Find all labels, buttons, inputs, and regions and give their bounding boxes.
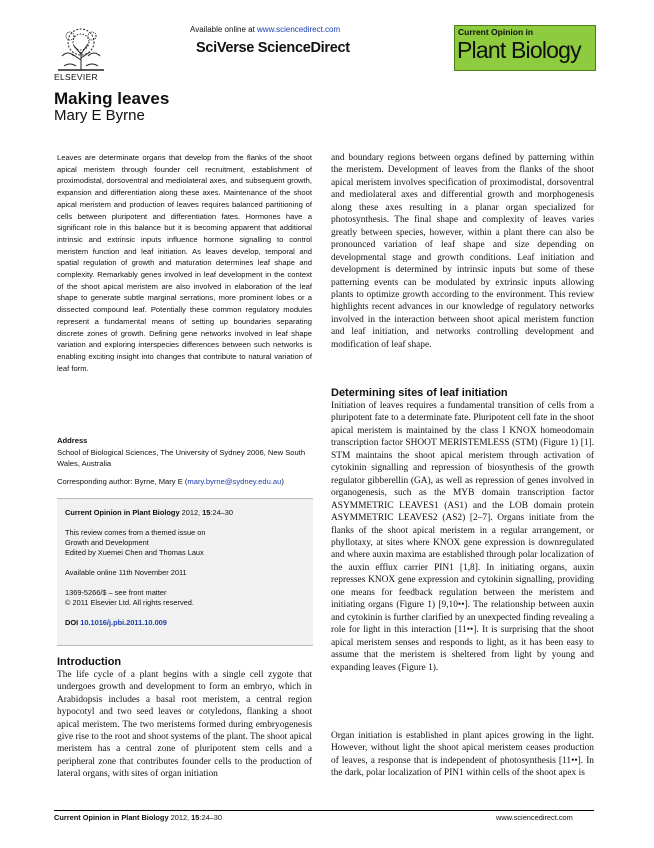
themed-issue-line: This review comes from a themed issue on	[65, 528, 206, 537]
abstract: Leaves are determinate organs that develop from the flanks of the shoot apical meristem through founder cell recruitment, establishment of proximodistal, dorsoventral and mediolateral axes, and subsequent growth, expansion and differentiation along these axes. Maintenance of the shoot apical meristem and production of leaves requires balanced partitioning of cells between pluripotent and differentiation fates. Hormones have a significant role in this balance but it is becoming apparent that additional intrinsic and extrinsic inputs influence hormone signalling to control meristem function and leaf initiation. As leaves develop, temporal and spatial regulation of growth and maturation determines leaf shape and complexity. Remarkably genes involved in leaf development in the context of the shoot apical meristem are also involved in elaboration of the leaf shape to generate subtle marginal serrations, more prominent lobes or a dissected compound leaf. Potentially these common regulatory modules represent a fundamental means of setting up boundaries separating discrete zones of growth. Defining gene networks involved in leaf shape variation and exploring interspecies differences between such networks is enabling exciting insight into changes that contribute to natural variation of leaf form.	[57, 153, 312, 373]
elsevier-tree-logo	[56, 26, 106, 72]
doi-label: DOI	[65, 618, 81, 627]
citation-year: 2012,	[179, 508, 203, 517]
footer-volume: 15	[191, 813, 200, 822]
footer-year: 2012,	[168, 813, 192, 822]
sciencedirect-link[interactable]: www.sciencedirect.com	[257, 25, 341, 34]
intro-heading: Introduction	[57, 656, 122, 668]
available-online-line	[190, 25, 340, 34]
available-prefix: Available online at	[190, 25, 258, 34]
corr-suffix: )	[281, 477, 284, 486]
footer-citation	[54, 813, 222, 822]
journal-name-large: Plant Biology	[457, 37, 581, 63]
corr-email-link[interactable]: mary.byrne@sydney.edu.au	[187, 477, 282, 486]
article-info-box	[57, 498, 313, 646]
footer-journal: Current Opinion in Plant Biology	[54, 813, 169, 822]
sciverse-logo: SciVerse ScienceDirect	[196, 40, 350, 56]
doi-link[interactable]: 10.1016/j.pbi.2011.10.009	[80, 618, 167, 627]
journal-name-small: Current Opinion in	[458, 27, 534, 37]
section-heading-leaf-initiation: Determining sites of leaf initiation	[331, 387, 508, 399]
corresponding-author	[57, 477, 312, 486]
article-author: Mary E Byrne	[54, 107, 145, 124]
section-paragraph-leaf-initiation: Initiation of leaves requires a fundamental transition of cells from a pluripotent fate to a determinate fate. Pluripotent cell fate in the shoot apical meristem is maintained by the class I KNOX homeodomain transcription factor SHOOT MERISTEMLESS (STM) (Figure 1) [1]. STM maintains the shoot apical meristem through activation of cytokinin signalling and repression of biosynthesis of the growth regulator gibberellin (GA), as well as repression of genes involved in organogenesis, such as the MYB domain transcription factor ASYMMETRIC LEAVES1 (AS1) and the LOB domain protein ASYMMETRIC LEAVES2 (AS2) [2–7]. Organs initiate from the flanks of the shoot apical meristem in a regular arrangement, or phyllotaxy, at sites where KNOX gene expression is downregulated and where auxin maxima are established through polar localization of the auxin efflux carrier PIN1 [1,8]. In initiating organs, auxin represses KNOX gene expression and cytokinin signalling, providing one means for feedback regulation between the meristem and initiating organs (Figure 1) [9,10••]. The relationship between auxin and cytokinin is further clarified by an unexpected finding revealing a role for light in this interaction [11••]. It is surprising that the shoot apical meristem senses and responds to light, as it has been easy to assume that the meristem is sheltered from light by young and expanding leaves (Figure 1).	[331, 401, 594, 673]
section-paragraph-organ-initiation: Organ initiation is established in plant apices growing in the light. However, without light the shoot apical meristem ceases production of leaves, a response that is independent of photosynthesis [11••]. In the dark, polar localization of PIN1 within cells of the shoot apex is	[331, 731, 594, 779]
available-date: Available online 11th November 2011	[65, 568, 187, 577]
doi-line	[65, 618, 167, 627]
themed-issue-editors: Edited by Xuemei Chen and Thomas Laux	[65, 548, 204, 557]
article-title: Making leaves	[54, 89, 170, 108]
footer-site: www.sciencedirect.com	[496, 813, 573, 822]
intro-paragraph: The life cycle of a plant begins with a single cell zygote that undergoes growth and development to form an embryo, which in Arabidopsis includes a basal root meristem, a central region hypocotyl and two seed leaves or cotyledons, flanking a shoot apical meristem. The two meristems formed during embryogenesis give rise to the root and shoot systems of the plant. The shoot apical meristem has a central zone of pluripotent stem cells and a peripheral zone that contributes founder cells to the production of lateral organs, with sites of organ initiation	[57, 670, 312, 780]
themed-issue-topic: Growth and Development	[65, 538, 149, 547]
copyright-line: © 2011 Elsevier Ltd. All rights reserved.	[65, 598, 194, 607]
citation-journal: Current Opinion in Plant Biology	[65, 508, 180, 517]
citation-line	[65, 508, 233, 517]
citation-pages: :24–30	[210, 508, 234, 517]
address-text: School of Biological Sciences, The University of Sydney 2006, New South Wales, Australia	[57, 448, 306, 468]
citation-volume: 15	[202, 508, 211, 517]
issn-line: 1369-5266/$ – see front matter	[65, 588, 167, 597]
elsevier-wordmark: ELSEVIER	[54, 72, 98, 82]
footer-pages: :24–30	[199, 813, 223, 822]
address-label: Address	[57, 436, 88, 445]
footer-rule	[54, 810, 594, 811]
corr-prefix: Corresponding author: Byrne, Mary E (	[57, 477, 188, 486]
intro-continuation-paragraph: and boundary regions between organs defined by patterning within the meristem. Development of leaves from the flanks of the shoot apical meristem involves specification of proximodistal, dorsoventral and mediolateral axes and differential growth and morphogenesis along these axes resulting in a planar organ specialized for photosynthesis. The final shape and complexity of leaves varies greatly between species, however, within a plant there can also be pronounced variation of leaf shape and size depending on developmental stage and growth conditions. Leaf initiation and development is determined by intrinsic inputs but some of these patterning events can be modulated by extrinsic inputs allowing plants to optimize growth according to the environment. This review highlights recent advances in our knowledge of regulatory networks involved in the interaction between shoot apical meristem function and leaf initiation, and networks controlling development and modification of leaf shape.	[331, 153, 594, 350]
